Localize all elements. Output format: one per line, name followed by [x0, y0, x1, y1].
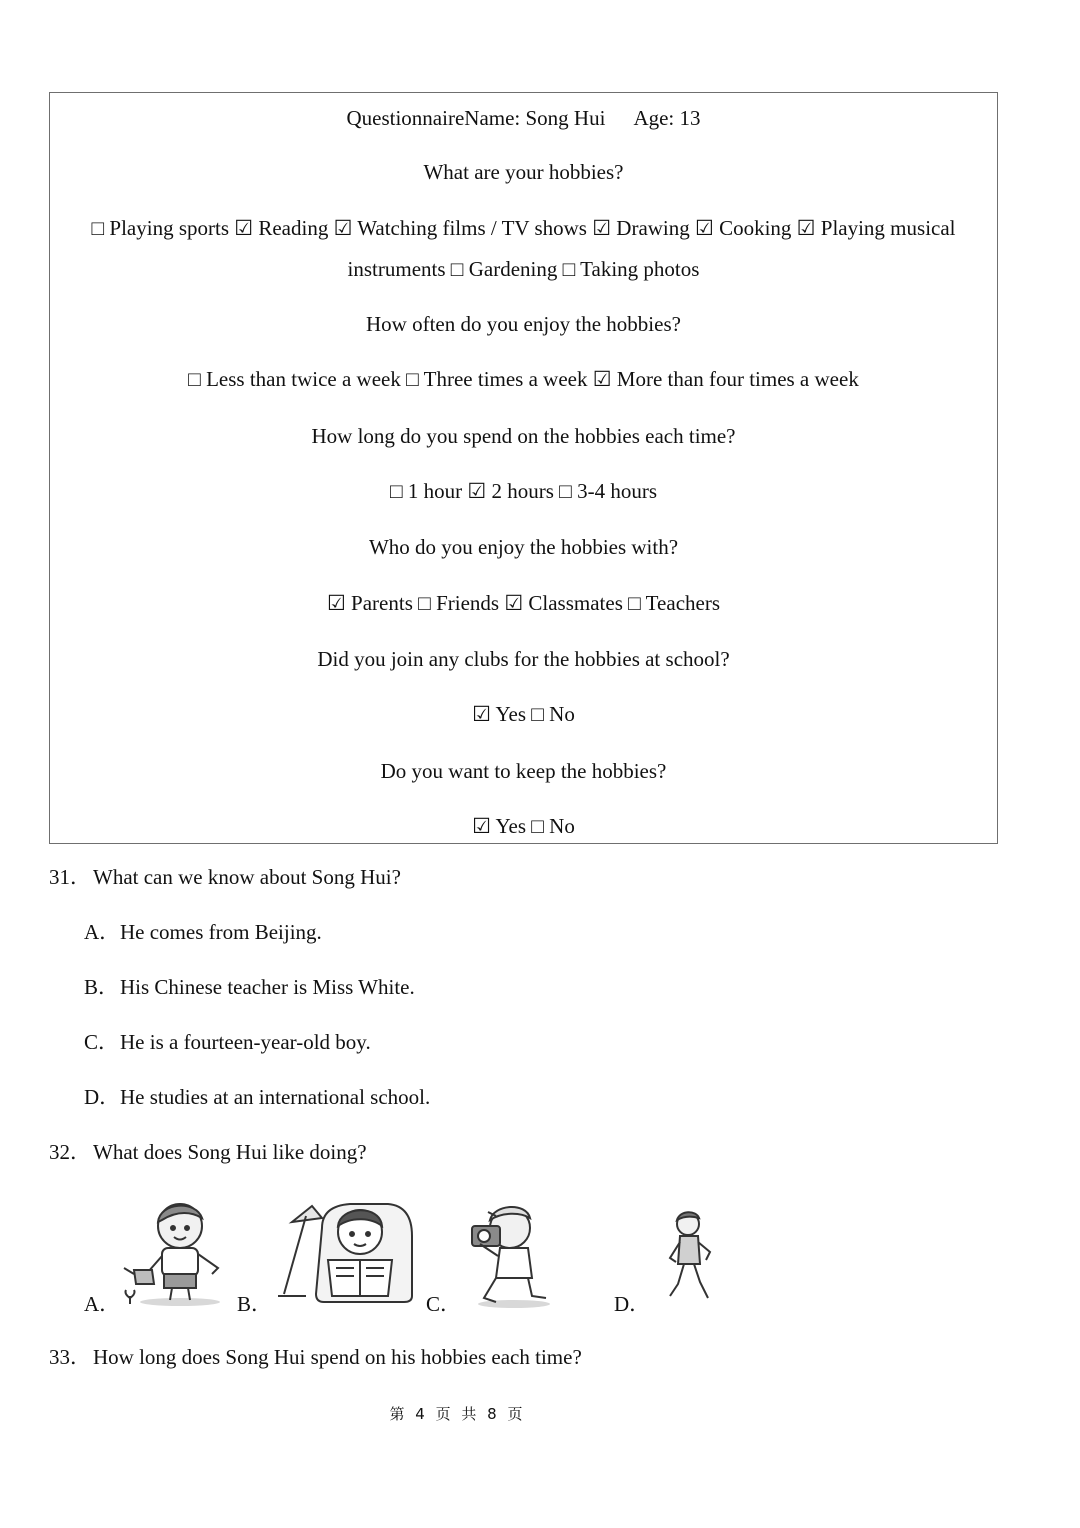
- picture-choice-a-label[interactable]: A．: [84, 1292, 121, 1316]
- questionnaire-age: Age: 13: [633, 106, 701, 130]
- boy-taking-photo-image[interactable]: [466, 1198, 554, 1310]
- questionnaire-header: [50, 105, 997, 131]
- question-text: What does Song Hui like doing?: [93, 1140, 367, 1164]
- question-31: [49, 864, 401, 890]
- hobbies-options-line1: □ Playing sports ☑ Reading ☑ Watching films / TV shows ☑ Drawing ☑ Cooking ☑ Playing musical: [91, 216, 956, 240]
- question-33: [49, 1344, 582, 1370]
- question-number: 33．: [49, 1345, 91, 1369]
- question-number: 31．: [49, 865, 91, 889]
- picture-choice-c-label[interactable]: C．: [426, 1292, 462, 1316]
- boy-running-image[interactable]: [664, 1208, 716, 1306]
- question-32: [49, 1139, 367, 1165]
- companions-options: ☑ Parents □ Friends ☑ Classmates □ Teachers: [326, 591, 720, 615]
- page-footer: 第 4 页 共 8 页: [389, 1405, 526, 1423]
- question-duration: How long do you spend on the hobbies each time?: [311, 424, 736, 448]
- choice-text: He is a fourteen-year-old boy.: [120, 1030, 371, 1054]
- picture-choice-d-label[interactable]: D．: [614, 1292, 651, 1316]
- question-companions: Who do you enjoy the hobbies with?: [368, 535, 679, 559]
- questionnaire-box: [49, 92, 998, 844]
- choice-31-c[interactable]: [84, 1029, 371, 1055]
- question-clubs: Did you join any clubs for the hobbies at school?: [317, 647, 730, 671]
- question-frequency: How often do you enjoy the hobbies?: [366, 312, 681, 336]
- choice-31-d[interactable]: [84, 1084, 430, 1110]
- question-keep: Do you want to keep the hobbies?: [380, 759, 667, 783]
- choice-letter: B．: [84, 975, 120, 999]
- question-text: What can we know about Song Hui?: [93, 865, 401, 889]
- choice-text: His Chinese teacher is Miss White.: [120, 975, 415, 999]
- choice-text: He studies at an international school.: [120, 1085, 431, 1109]
- boy-watering-plant-image[interactable]: [122, 1196, 226, 1308]
- keep-options: ☑ Yes □ No: [472, 814, 575, 838]
- choice-text: He comes from Beijing.: [120, 920, 322, 944]
- picture-choice-b-label[interactable]: B．: [237, 1292, 273, 1316]
- choice-31-b[interactable]: [84, 974, 415, 1000]
- hobbies-options-line2: instruments □ Gardening □ Taking photos: [347, 257, 700, 281]
- frequency-options: □ Less than twice a week □ Three times a week ☑ More than four times a week: [188, 367, 859, 391]
- question-text: How long does Song Hui spend on his hobbies each time?: [93, 1345, 582, 1369]
- question-number: 32．: [49, 1140, 91, 1164]
- choice-letter: D．: [84, 1085, 121, 1109]
- question-hobbies: What are your hobbies?: [423, 160, 624, 184]
- questionnaire-name: QuestionnaireName: Song Hui: [346, 106, 606, 130]
- clubs-options: ☑ Yes □ No: [472, 702, 575, 726]
- choice-letter: A．: [84, 920, 121, 944]
- choice-31-a[interactable]: [84, 919, 322, 945]
- duration-options: □ 1 hour ☑ 2 hours □ 3-4 hours: [389, 479, 657, 503]
- boy-reading-in-armchair-image[interactable]: [276, 1196, 418, 1308]
- choice-letter: C．: [84, 1030, 120, 1054]
